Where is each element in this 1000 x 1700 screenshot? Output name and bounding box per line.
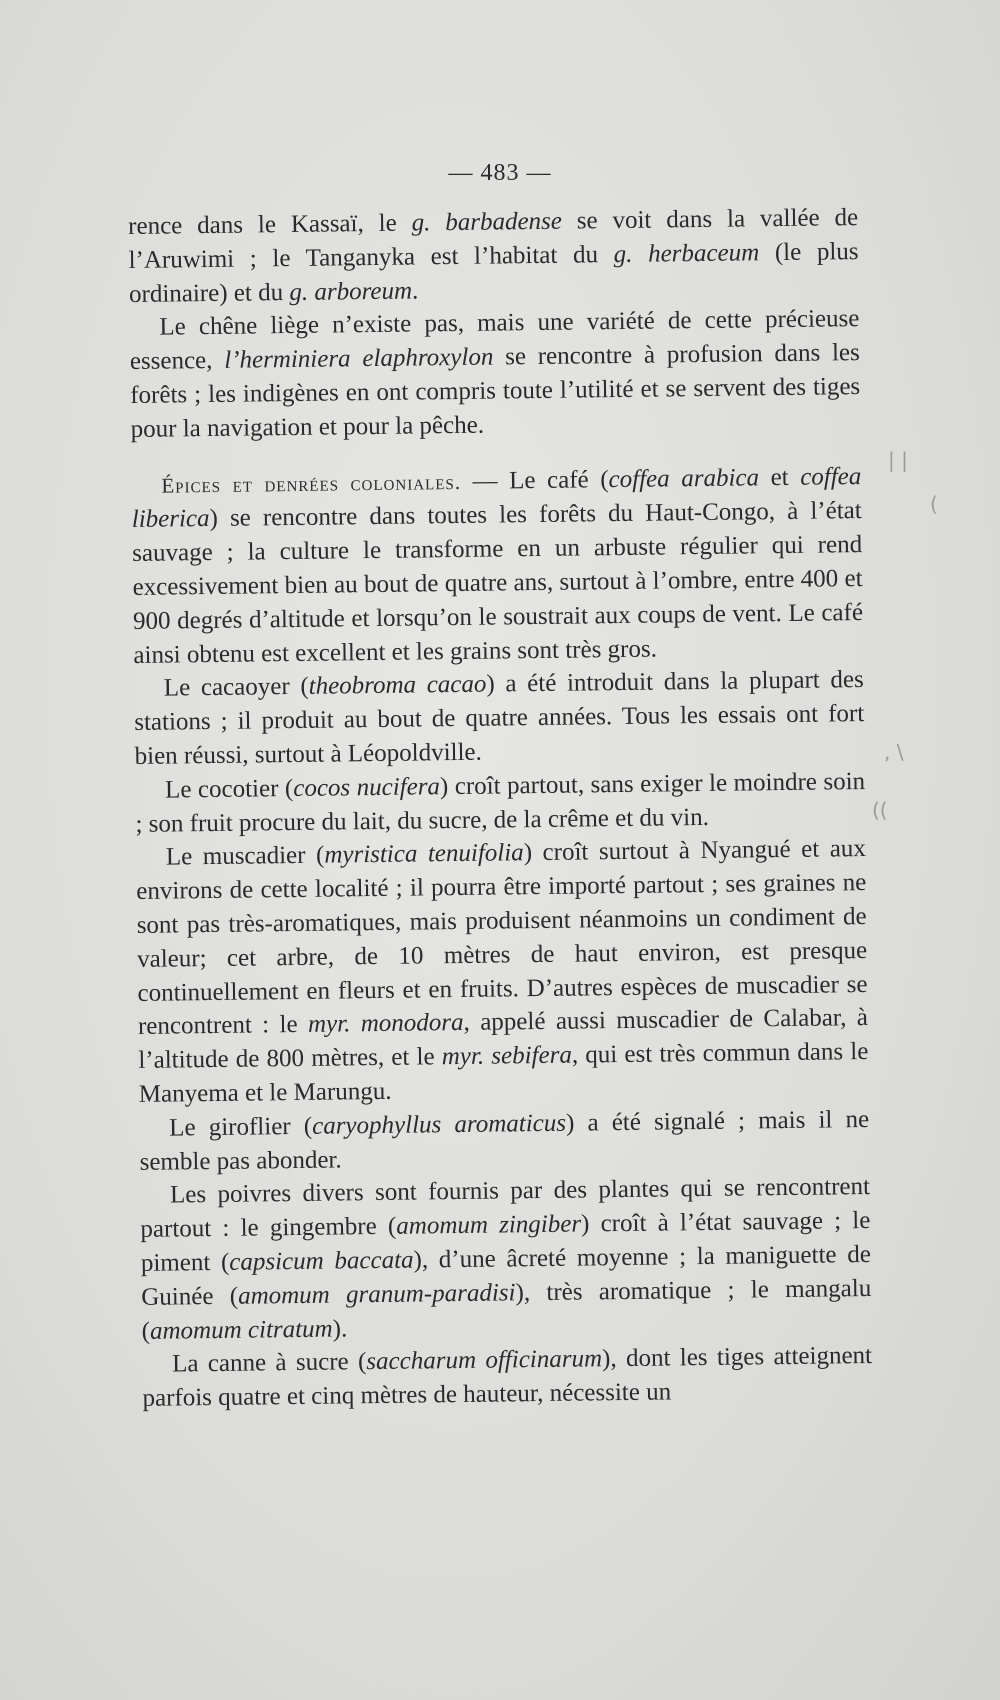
text-run: ) a été signalé ; mais il ne semble pas abonder.: [139, 1105, 870, 1176]
paragraph-nutmeg: [136, 832, 869, 1111]
text-run: rence dans le Kassaï, le: [128, 209, 412, 240]
text-run: , qui est très commun dans le Manyema et le Marungu.: [138, 1038, 869, 1108]
species-name: caryophyllus aromaticus: [311, 1109, 567, 1140]
species-name: amomum zingiber: [396, 1210, 582, 1240]
species-name: myr. monodora: [307, 1009, 464, 1039]
paragraph-coffee: [131, 460, 863, 673]
text-run: ).: [332, 1314, 348, 1343]
paragraph-sugar-cane: [142, 1339, 873, 1416]
margin-mark: | |: [888, 448, 908, 472]
species-name: coffea arabica: [608, 463, 760, 493]
page-text: [128, 201, 873, 1416]
text-run: .: [411, 277, 419, 305]
text-run: , appelé aussi muscadier de Calabar, à l’altitude de 800 mètres, et le: [138, 1004, 869, 1075]
species-name: g. arboreum: [289, 277, 413, 306]
text-run: Le cacaoyer (: [163, 673, 309, 702]
text-run: Le muscadier (: [165, 841, 325, 871]
text-run: ), dont les tiges atteignent parfois quatre et cinq mètres de hauteur, nécessite un: [142, 1342, 873, 1413]
text-run: et: [758, 463, 801, 491]
text-run: ) a été introduit dans la plupart des stations ; il produit au bout de quatre années. Tous les essais ont fort bien réussi, surtout à Léopoldville.: [134, 666, 865, 770]
text-run: ) se rencontre dans toutes les forêts du Haut-Congo, à l’état sauvage ; la culture le transforme en un arbuste régulier qui rend excessivement bien au bout de quatre ans, surtout à l’ombre, entre 400 et 900 degrés d’altitude et lorsqu’on le soustrait aux coups de vent. Le café ainsi obtenu est excellent et les grains sont très gros.: [132, 497, 864, 669]
paragraph-cotton-continued: [128, 201, 859, 311]
text-run: ), très aromatique ; le mangalu (: [141, 1274, 872, 1345]
text-run: ) croît surtout à Nyangué et aux environs de cette localité ; il pourra être importé partout ; ses graines ne sont pas très-aromatiques, mais produisent néanmoins un condiment de valeur; cet arbre, de 10 mètres de haut environ, est presque continuellement en fleurs et en fruits. D’autres espèces de muscadier se rencontrent : le: [136, 835, 868, 1041]
text-run: ) croît partout, sans exiger le moindre soin ; son fruit procure du lait, du sucre, de la crême et du vin.: [135, 767, 866, 838]
paragraph-coconut: [135, 765, 866, 842]
text-run: — Le café (: [460, 465, 609, 495]
species-name: myr. sebifera: [441, 1041, 573, 1071]
text-run: (le plus ordinaire) et du: [128, 237, 859, 308]
species-name: saccharum officinarum: [366, 1345, 603, 1376]
paragraph-cork-oak: [129, 302, 861, 446]
species-name: amomum citratum: [149, 1315, 333, 1345]
text-run: ), d’une âcreté moyenne ; la maniguette de Guinée (: [141, 1240, 871, 1311]
margin-mark: ((: [872, 798, 888, 822]
text-run: Les poivres divers sont fournis par des plantes qui se rencontrent partout : le gingembre (: [140, 1173, 871, 1244]
species-name: capsicum baccata: [229, 1246, 414, 1276]
margin-mark: (: [930, 492, 938, 516]
text-run: se voit dans la vallée de l’Aruwimi ; le Tanganyka est l’habitat du: [128, 204, 859, 274]
species-name: coffea liberica: [131, 462, 862, 534]
text-run: ) croît à l’état sauvage ; le piment (: [140, 1207, 871, 1277]
section-heading: Épices et denrées coloniales.: [161, 469, 462, 498]
species-name: g. herbaceum: [613, 239, 760, 268]
text-run: La canne à sucre (: [171, 1348, 367, 1378]
species-name: myristica tenuifolia: [324, 839, 524, 869]
text-run: Le giroflier (: [169, 1112, 313, 1142]
species-name: g. barbadense: [411, 207, 563, 237]
text-run: se rencontre à profusion dans les forêts ; les indigènes en ont compris toute l’utilité et se servent des tiges pour la navigation et pour la pêche.: [130, 339, 861, 443]
text-run: Le cocotier (: [164, 774, 294, 804]
paragraph-peppers: [140, 1170, 872, 1348]
species-name: l’herminiera elaphroxylon: [224, 343, 494, 375]
species-name: theobroma cacao: [308, 671, 487, 701]
page-number: — 483 —: [448, 160, 552, 186]
species-name: cocos nucifera: [293, 772, 441, 802]
text-run: Le chêne liège n’existe pas, mais une variété de cette précieuse essence,: [129, 305, 860, 376]
paragraph-cacao: [134, 663, 865, 773]
species-name: amomum granum-paradisi: [237, 1279, 516, 1310]
paragraph-clove: [139, 1103, 870, 1180]
margin-mark: , \: [884, 740, 904, 764]
